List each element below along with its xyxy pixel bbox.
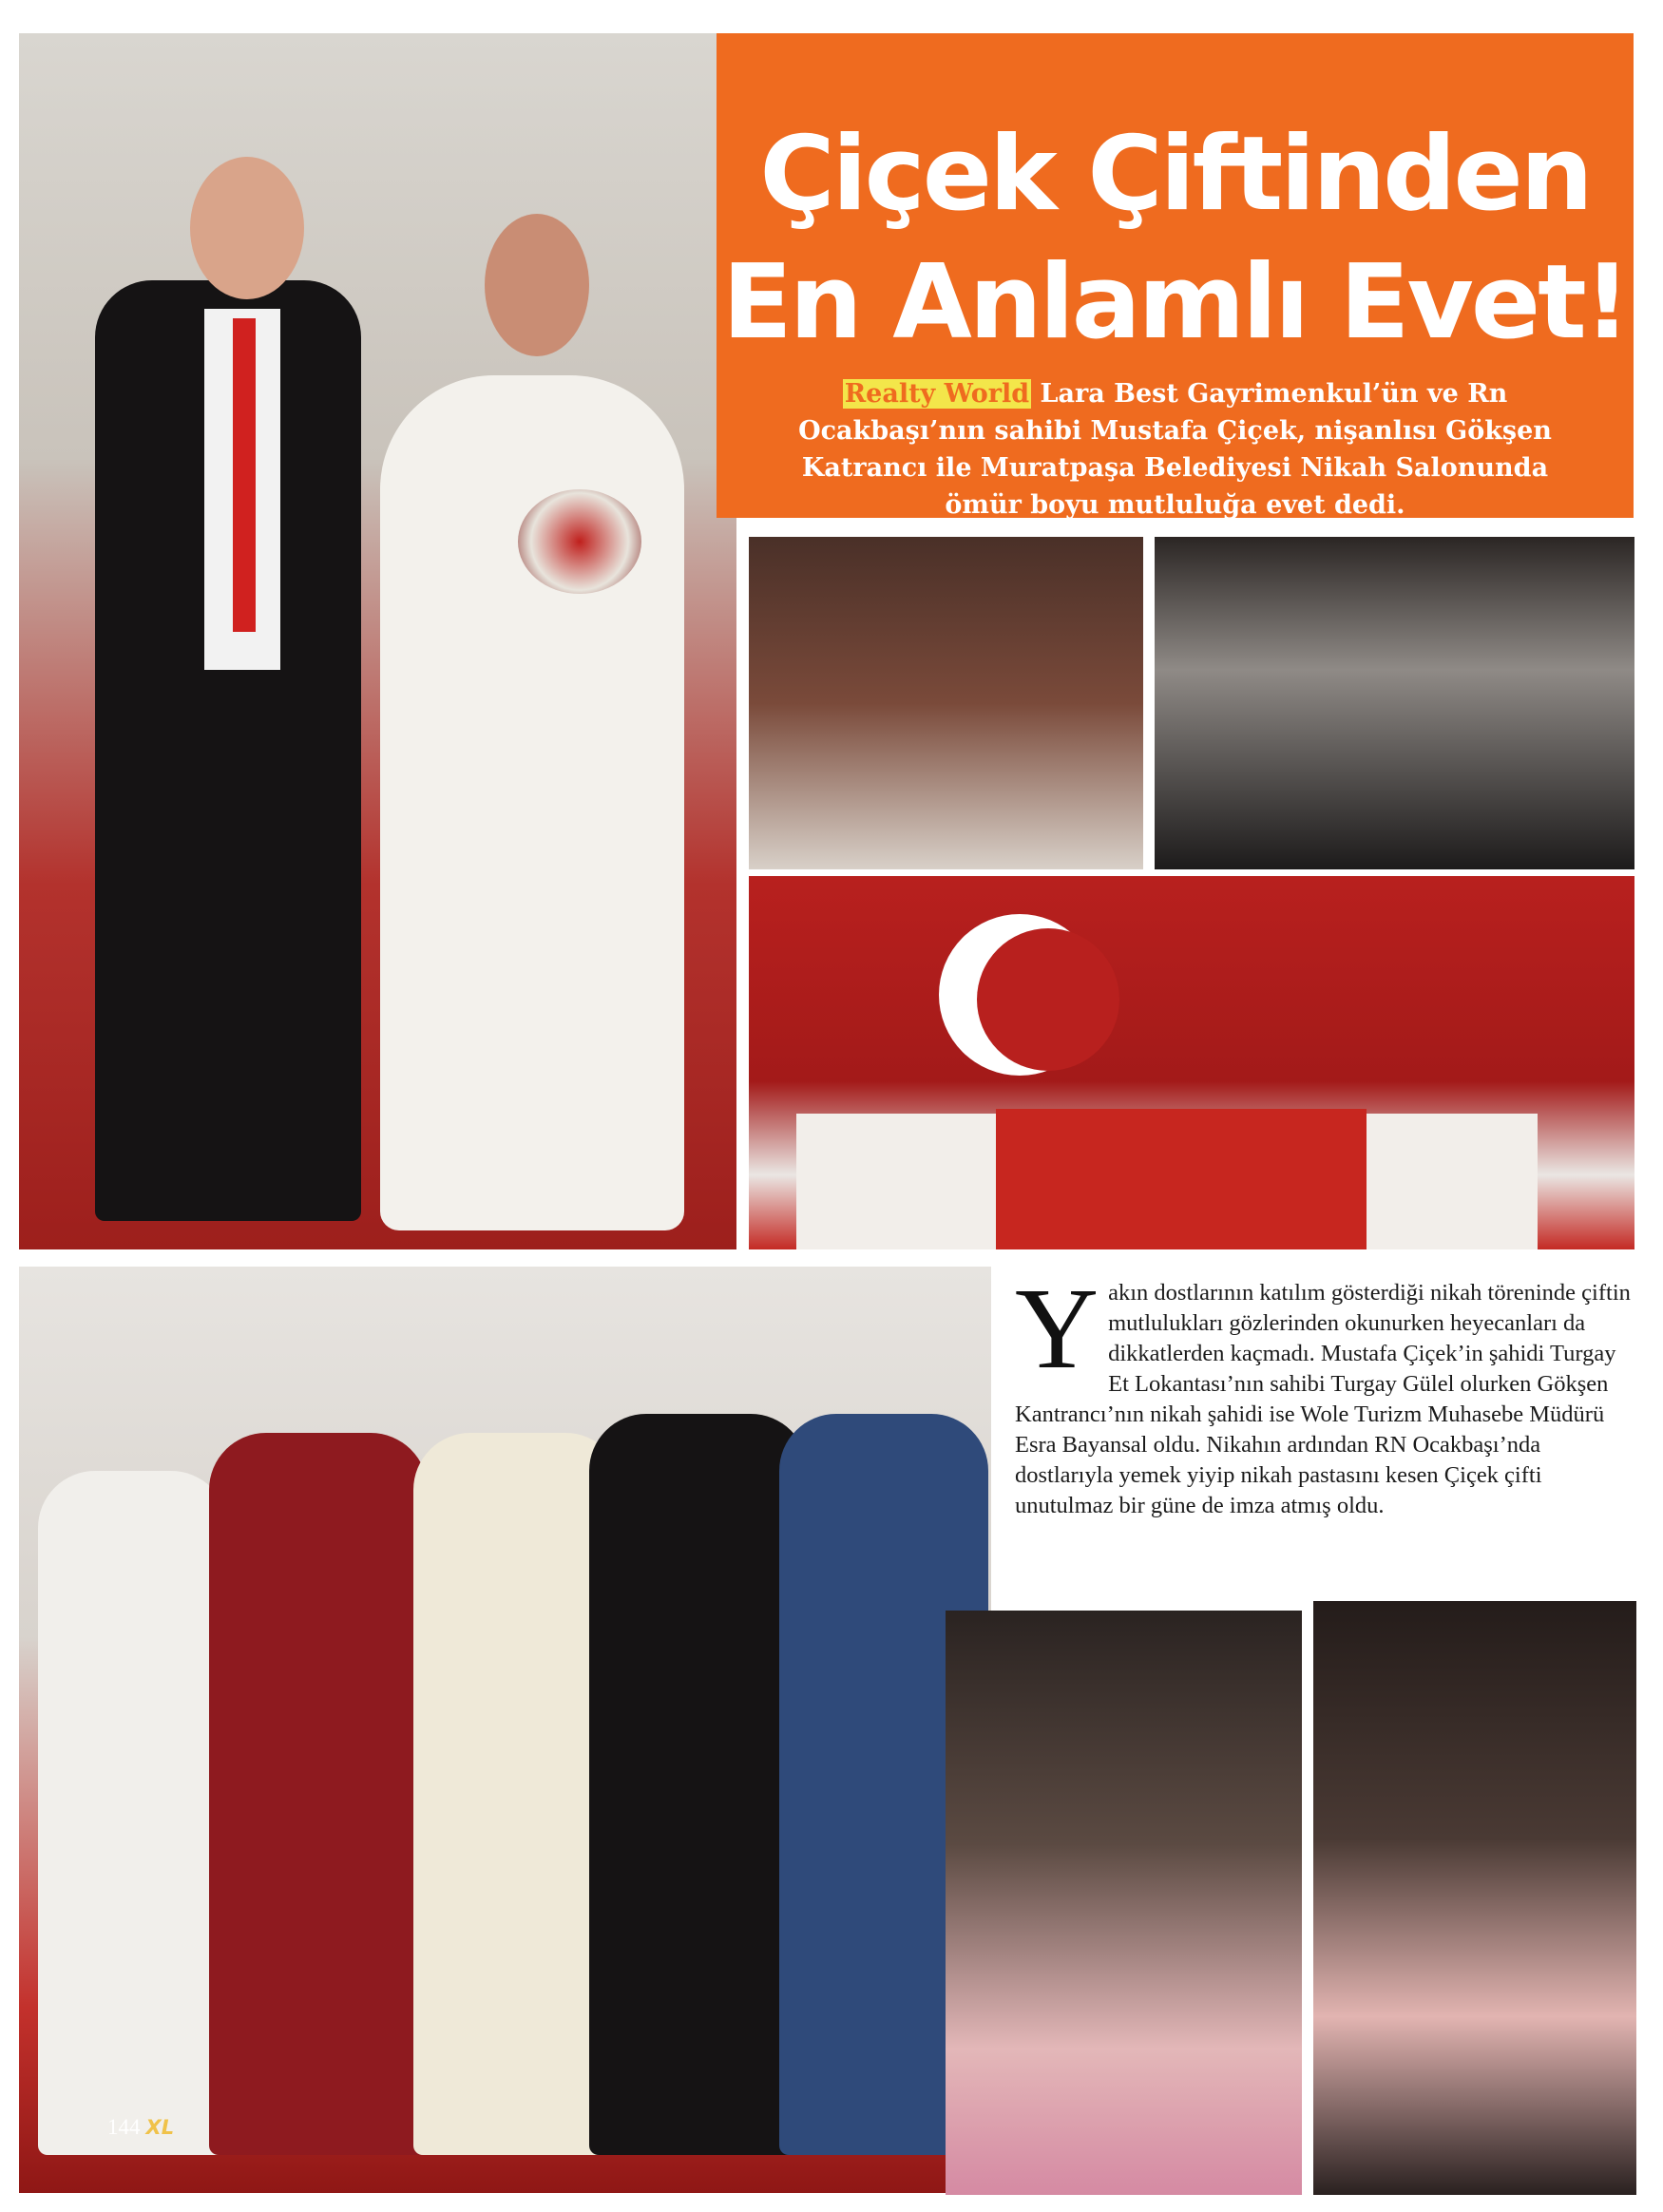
witness-woman [38,1471,228,2155]
photo-couple-with-guest [1155,537,1634,869]
bride-figure [380,375,684,1230]
page-folio [107,2115,174,2140]
magazine-logo: XL [145,2116,175,2139]
flag-crescent-cut [977,928,1119,1071]
title-box [717,33,1634,518]
ceremony-photo [749,876,1634,1249]
drop-cap: Y [1015,1265,1099,1393]
intro-text: Lara Best Gayrimenkul’ün ve Rn Ocakbaşı’nın sahibi Mustafa Çiçek, nişanlısı Gökşen Katrancı ile Muratpaşa Belediyesi Nikah Salonunda ömür boyu mutluluğa evet dedi. [798,379,1552,520]
headline-line-1: Çiçek Çiftinden [759,115,1591,234]
photo-couple-with-girl [749,537,1143,869]
groom-head [190,157,304,299]
groom-tie [233,318,256,632]
table-front-panel [996,1109,1367,1249]
dance-photo [1313,1601,1636,2195]
bride-head [485,214,589,356]
group-photo [19,1267,991,2193]
headline-line-2: En Anlamlı Evet! [721,243,1629,362]
intro-paragraph [793,375,1558,524]
article-text: akın dostlarının katılım gösterdiği nikah töreninde çiftin mutlulukları gözlerinden okunurken heyecanları da dikkatlerden kaçmadı. Mustafa Çiçek’in şahidi Turgay Et Lokantası’nın sahibi Turgay Gülel olurken Gökşen Kantrancı’nın nikah şahidi ise Wole Turizm Muhasebe Müdürü Esra Bayansal oldu. Nikahın ardından RN Ocakbaşı’nda dostlarıyla yemek yiyip nikah pastasını kesen Çiçek çifti unutulmaz bir güne de imza atmış oldu. [1015,1280,1631,1518]
brand-highlight: Realty World [844,379,1030,409]
main-couple-photo [19,33,736,1249]
bouquet [518,489,641,594]
page-number: 144 [107,2115,141,2139]
groom-figure [589,1414,808,2155]
article-body [1015,1265,1634,1521]
officiant [209,1433,428,2155]
cake-cutting-photo [946,1611,1302,2195]
